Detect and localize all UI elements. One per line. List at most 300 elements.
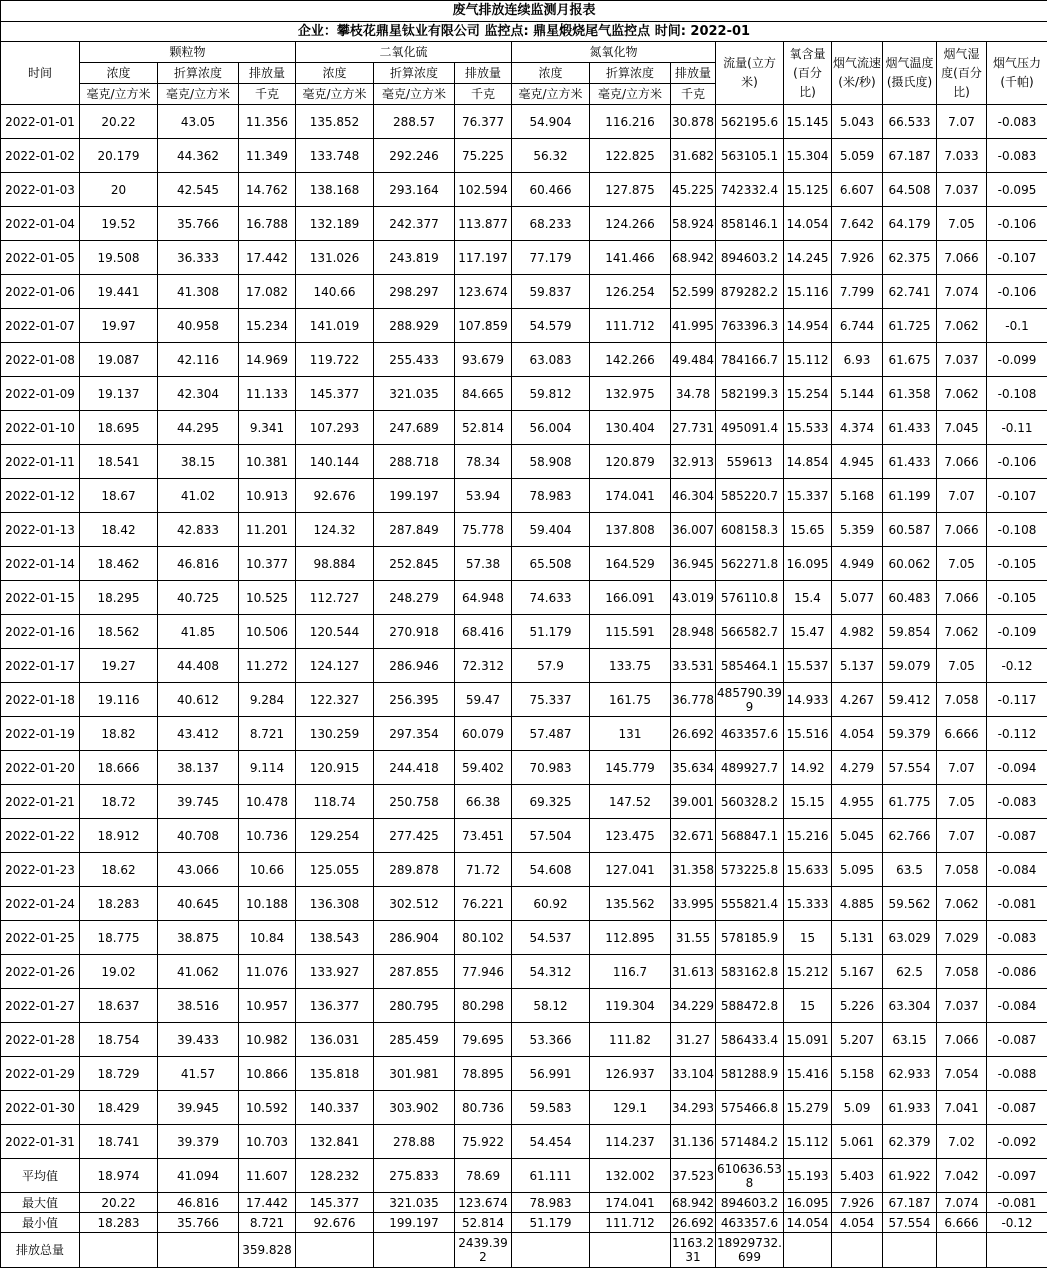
cell-nox-conv: 174.041: [590, 479, 671, 513]
table-row: [1, 581, 1047, 615]
cell-temperature: 59.562: [883, 887, 937, 921]
cell-pm-emis: 16.788: [239, 207, 296, 241]
cell-temperature: 59.379: [883, 717, 937, 751]
cell-temperature: 61.725: [883, 309, 937, 343]
subheader-concentration: 浓度: [80, 63, 158, 84]
cell-velocity: 5.168: [832, 479, 883, 513]
cell-nox-conv: 112.895: [590, 921, 671, 955]
cell-nox-emis: 49.484: [671, 343, 716, 377]
cell-so2-conv: 243.819: [374, 241, 455, 275]
cell-velocity: 4.949: [832, 547, 883, 581]
cell-time: 2022-01-25: [1, 921, 80, 955]
cell-pm-emis: 10.525: [239, 581, 296, 615]
cell-nox-conc: 56.32: [512, 139, 590, 173]
unit-mg-m3: 毫克/立方米: [512, 84, 590, 105]
cell-time: 2022-01-21: [1, 785, 80, 819]
cell-flow: 583162.8: [716, 955, 784, 989]
cell-nox-conv: 141.466: [590, 241, 671, 275]
cell-pm-emis: 10.982: [239, 1023, 296, 1057]
cell-so2-conc: 98.884: [296, 547, 374, 581]
cell-so2-conv: 287.855: [374, 955, 455, 989]
cell-so2-emis: 80.102: [455, 921, 512, 955]
cell-pm-conv: 42.116: [158, 343, 239, 377]
cell-pm-conc: 18.775: [80, 921, 158, 955]
cell-flow: 585220.7: [716, 479, 784, 513]
cell-humidity: 7.05: [937, 785, 987, 819]
cell-so2-conc: 124.127: [296, 649, 374, 683]
cell-so2-emis: 73.451: [455, 819, 512, 853]
cell-so2-conv: 256.395: [374, 683, 455, 717]
cell-velocity: 7.642: [832, 207, 883, 241]
table-row: [1, 683, 1047, 717]
cell-oxygen: 15.112: [784, 1125, 832, 1159]
cell-nox-emis: 34.78: [671, 377, 716, 411]
cell-time: 2022-01-18: [1, 683, 80, 717]
table-row: [1, 207, 1047, 241]
cell-nox-conc: 70.983: [512, 751, 590, 785]
cell-pressure: -0.108: [987, 513, 1047, 547]
cell-pm-conc: 19.52: [80, 207, 158, 241]
cell-pm-emis: 10.736: [239, 819, 296, 853]
cell-nox-emis: 37.523: [671, 1159, 716, 1193]
cell-humidity: 7.062: [937, 615, 987, 649]
cell-nox-conc: 74.633: [512, 581, 590, 615]
cell-humidity: 7.05: [937, 207, 987, 241]
cell-so2-conv: 252.845: [374, 547, 455, 581]
cell-time: 2022-01-26: [1, 955, 80, 989]
cell-pm-conv: 40.612: [158, 683, 239, 717]
cell-humidity: 7.054: [937, 1057, 987, 1091]
cell-nox-conc: 54.537: [512, 921, 590, 955]
cell-oxygen: 15.516: [784, 717, 832, 751]
cell-oxygen: 15.47: [784, 615, 832, 649]
cell-so2-emis: 59.402: [455, 751, 512, 785]
cell-pm-conc: 18.562: [80, 615, 158, 649]
cell-velocity: 5.158: [832, 1057, 883, 1091]
cell-temperature: 63.5: [883, 853, 937, 887]
cell-nox-emis: 32.671: [671, 819, 716, 853]
cell-flow: 742332.4: [716, 173, 784, 207]
cell-pm-conv: 41.062: [158, 955, 239, 989]
cell-pm-emis: 10.913: [239, 479, 296, 513]
cell-so2-conc: 136.308: [296, 887, 374, 921]
cell-nox-conc: 57.9: [512, 649, 590, 683]
cell-temperature: [883, 1233, 937, 1268]
table-row: [1, 955, 1047, 989]
cell-so2-conv: 277.425: [374, 819, 455, 853]
cell-humidity: 7.037: [937, 989, 987, 1023]
cell-pm-conc: [80, 1233, 158, 1268]
cell-pm-emis: 8.721: [239, 1213, 296, 1233]
unit-kg: 千克: [239, 84, 296, 105]
table-row: [1, 615, 1047, 649]
report-title: 废气排放连续监测月报表: [1, 1, 1047, 22]
cell-flow: 608158.3: [716, 513, 784, 547]
cell-pm-conc: 18.541: [80, 445, 158, 479]
cell-time: 2022-01-06: [1, 275, 80, 309]
cell-so2-conv: 278.88: [374, 1125, 455, 1159]
cell-pressure: -0.087: [987, 1091, 1047, 1125]
table-row: [1, 309, 1047, 343]
cell-temperature: 61.675: [883, 343, 937, 377]
cell-nox-emis: 36.778: [671, 683, 716, 717]
cell-temperature: 61.358: [883, 377, 937, 411]
cell-humidity: 7.042: [937, 1159, 987, 1193]
cell-pressure: -0.12: [987, 1213, 1047, 1233]
cell-pressure: [987, 1233, 1047, 1268]
cell-velocity: 5.167: [832, 955, 883, 989]
cell-time: 最小值: [1, 1213, 80, 1233]
cell-time: 2022-01-29: [1, 1057, 80, 1091]
cell-temperature: 62.741: [883, 275, 937, 309]
cell-pressure: -0.095: [987, 173, 1047, 207]
cell-so2-conc: 135.852: [296, 105, 374, 139]
cell-pm-conv: 40.725: [158, 581, 239, 615]
cell-oxygen: 15.533: [784, 411, 832, 445]
cell-pm-conc: 19.97: [80, 309, 158, 343]
table-row: [1, 513, 1047, 547]
cell-so2-conv: 298.297: [374, 275, 455, 309]
cell-nox-conv: 161.75: [590, 683, 671, 717]
cell-so2-conc: 133.927: [296, 955, 374, 989]
cell-nox-emis: 31.358: [671, 853, 716, 887]
cell-oxygen: 15.65: [784, 513, 832, 547]
cell-humidity: 7.033: [937, 139, 987, 173]
cell-velocity: 4.982: [832, 615, 883, 649]
cell-so2-conc: 145.377: [296, 377, 374, 411]
cell-so2-emis: 53.94: [455, 479, 512, 513]
cell-pm-conc: 18.462: [80, 547, 158, 581]
cell-pm-conc: 18.295: [80, 581, 158, 615]
cell-pm-emis: 14.969: [239, 343, 296, 377]
cell-flow: 576110.8: [716, 581, 784, 615]
cell-so2-conv: 302.512: [374, 887, 455, 921]
table-row: [1, 921, 1047, 955]
cell-velocity: 5.131: [832, 921, 883, 955]
unit-mg-m3: 毫克/立方米: [80, 84, 158, 105]
report-info: 企业：攀枝花鼎星钛业有限公司 监控点: 鼎星煅烧尾气监控点 时间: 2022-01: [1, 22, 1047, 42]
cell-velocity: 5.045: [832, 819, 883, 853]
unit-mg-m3: 毫克/立方米: [296, 84, 374, 105]
cell-time: 2022-01-20: [1, 751, 80, 785]
cell-time: 2022-01-27: [1, 989, 80, 1023]
cell-nox-conv: 116.216: [590, 105, 671, 139]
cell-pm-conv: 41.094: [158, 1159, 239, 1193]
cell-so2-conc: 92.676: [296, 1213, 374, 1233]
cell-nox-conc: 54.608: [512, 853, 590, 887]
cell-pm-conc: 18.283: [80, 1213, 158, 1233]
cell-velocity: 4.054: [832, 717, 883, 751]
cell-velocity: 5.09: [832, 1091, 883, 1125]
cell-temperature: 62.379: [883, 1125, 937, 1159]
cell-so2-conc: 141.019: [296, 309, 374, 343]
cell-velocity: 7.799: [832, 275, 883, 309]
cell-oxygen: 15.216: [784, 819, 832, 853]
cell-pm-conv: 35.766: [158, 1213, 239, 1233]
cell-pm-conv: 42.304: [158, 377, 239, 411]
cell-oxygen: 15.091: [784, 1023, 832, 1057]
cell-nox-conc: [512, 1233, 590, 1268]
cell-humidity: 7.058: [937, 853, 987, 887]
cell-pm-conc: 18.741: [80, 1125, 158, 1159]
cell-nox-conc: 59.837: [512, 275, 590, 309]
cell-velocity: 5.403: [832, 1159, 883, 1193]
cell-humidity: 7.041: [937, 1091, 987, 1125]
cell-nox-emis: 32.913: [671, 445, 716, 479]
cell-time: 排放总量: [1, 1233, 80, 1268]
cell-velocity: 5.061: [832, 1125, 883, 1159]
cell-so2-conv: 244.418: [374, 751, 455, 785]
cell-pm-conc: 19.27: [80, 649, 158, 683]
cell-pm-conc: 20.22: [80, 1193, 158, 1213]
cell-velocity: 6.607: [832, 173, 883, 207]
cell-pm-conv: 40.708: [158, 819, 239, 853]
cell-velocity: 4.945: [832, 445, 883, 479]
table-row: [1, 1125, 1047, 1159]
cell-pm-emis: 10.66: [239, 853, 296, 887]
cell-pressure: -0.092: [987, 1125, 1047, 1159]
cell-temperature: 59.079: [883, 649, 937, 683]
unit-mg-m3: 毫克/立方米: [374, 84, 455, 105]
cell-pm-conc: 18.72: [80, 785, 158, 819]
cell-pm-conv: 38.875: [158, 921, 239, 955]
cell-pm-emis: 8.721: [239, 717, 296, 751]
cell-velocity: 5.077: [832, 581, 883, 615]
cell-pressure: -0.088: [987, 1057, 1047, 1091]
cell-oxygen: 14.92: [784, 751, 832, 785]
cell-so2-conc: 129.254: [296, 819, 374, 853]
cell-pressure: -0.109: [987, 615, 1047, 649]
cell-so2-conv: 293.164: [374, 173, 455, 207]
cell-nox-emis: 28.948: [671, 615, 716, 649]
cell-humidity: 7.037: [937, 173, 987, 207]
cell-velocity: 4.054: [832, 1213, 883, 1233]
cell-so2-conv: 250.758: [374, 785, 455, 819]
cell-nox-conv: 122.825: [590, 139, 671, 173]
cell-pm-emis: 11.356: [239, 105, 296, 139]
cell-so2-conv: 321.035: [374, 377, 455, 411]
cell-pm-emis: 11.133: [239, 377, 296, 411]
cell-time: 2022-01-30: [1, 1091, 80, 1125]
cell-pressure: -0.107: [987, 479, 1047, 513]
cell-so2-emis: 52.814: [455, 411, 512, 445]
cell-nox-conc: 77.179: [512, 241, 590, 275]
cell-nox-conc: 57.504: [512, 819, 590, 853]
cell-pressure: -0.083: [987, 785, 1047, 819]
cell-so2-conc: 118.74: [296, 785, 374, 819]
unit-kg: 千克: [455, 84, 512, 105]
cell-nox-conc: 57.487: [512, 717, 590, 751]
cell-so2-conv: 280.795: [374, 989, 455, 1023]
cell-oxygen: 15.337: [784, 479, 832, 513]
cell-temperature: 61.433: [883, 445, 937, 479]
cell-nox-conv: 111.82: [590, 1023, 671, 1057]
cell-pm-conv: [158, 1233, 239, 1268]
table-row: [1, 785, 1047, 819]
cell-so2-conc: 92.676: [296, 479, 374, 513]
cell-nox-emis: 36.007: [671, 513, 716, 547]
summary-row-total: [1, 1233, 1047, 1268]
cell-pressure: -0.094: [987, 751, 1047, 785]
cell-nox-conc: 58.908: [512, 445, 590, 479]
cell-flow: 560328.2: [716, 785, 784, 819]
cell-so2-conc: 136.031: [296, 1023, 374, 1057]
cell-so2-conc: 119.722: [296, 343, 374, 377]
cell-temperature: 62.375: [883, 241, 937, 275]
cell-time: 2022-01-03: [1, 173, 80, 207]
cell-pm-emis: 11.201: [239, 513, 296, 547]
cell-pm-conv: 39.945: [158, 1091, 239, 1125]
cell-so2-conv: 288.929: [374, 309, 455, 343]
header-so2: 二氧化硫: [296, 42, 512, 63]
cell-pressure: -0.107: [987, 241, 1047, 275]
cell-temperature: 59.412: [883, 683, 937, 717]
cell-nox-emis: 26.692: [671, 717, 716, 751]
cell-pressure: -0.105: [987, 547, 1047, 581]
cell-nox-conc: 53.366: [512, 1023, 590, 1057]
cell-nox-emis: 43.019: [671, 581, 716, 615]
header-oxygen: 氧含量(百分比): [784, 42, 832, 105]
cell-so2-conv: 292.246: [374, 139, 455, 173]
cell-oxygen: 15.254: [784, 377, 832, 411]
cell-flow: 463357.6: [716, 717, 784, 751]
cell-humidity: 7.07: [937, 819, 987, 853]
cell-so2-conc: 122.327: [296, 683, 374, 717]
cell-so2-conv: 199.197: [374, 1213, 455, 1233]
cell-nox-conv: 164.529: [590, 547, 671, 581]
cell-pm-emis: 9.284: [239, 683, 296, 717]
cell-time: 2022-01-08: [1, 343, 80, 377]
cell-flow: 18929732.699: [716, 1233, 784, 1268]
cell-humidity: 7.058: [937, 683, 987, 717]
cell-pm-emis: 10.84: [239, 921, 296, 955]
cell-time: 2022-01-19: [1, 717, 80, 751]
cell-time: 2022-01-07: [1, 309, 80, 343]
cell-oxygen: 16.095: [784, 1193, 832, 1213]
cell-pm-emis: 17.442: [239, 241, 296, 275]
cell-humidity: 7.07: [937, 751, 987, 785]
cell-nox-conc: 75.337: [512, 683, 590, 717]
cell-so2-conv: 287.849: [374, 513, 455, 547]
cell-nox-emis: 35.634: [671, 751, 716, 785]
cell-pm-conc: 18.429: [80, 1091, 158, 1125]
cell-nox-conc: 60.466: [512, 173, 590, 207]
cell-so2-conc: 131.026: [296, 241, 374, 275]
table-row: [1, 173, 1047, 207]
cell-temperature: 59.854: [883, 615, 937, 649]
cell-oxygen: 15: [784, 989, 832, 1023]
cell-time: 平均值: [1, 1159, 80, 1193]
cell-pm-conv: 46.816: [158, 1193, 239, 1213]
cell-flow: 784166.7: [716, 343, 784, 377]
cell-nox-conc: 54.904: [512, 105, 590, 139]
cell-nox-conv: 147.52: [590, 785, 671, 819]
cell-pressure: -0.1: [987, 309, 1047, 343]
cell-nox-conv: 126.937: [590, 1057, 671, 1091]
cell-pm-emis: 10.377: [239, 547, 296, 581]
cell-pm-conc: 18.67: [80, 479, 158, 513]
cell-pm-conv: 35.766: [158, 207, 239, 241]
cell-so2-conc: [296, 1233, 374, 1268]
cell-nox-conv: [590, 1233, 671, 1268]
cell-nox-emis: 45.225: [671, 173, 716, 207]
cell-temperature: 60.587: [883, 513, 937, 547]
cell-pm-conc: 18.695: [80, 411, 158, 445]
cell-flow: 582199.3: [716, 377, 784, 411]
cell-humidity: 7.066: [937, 1023, 987, 1057]
cell-so2-conv: 242.377: [374, 207, 455, 241]
cell-pm-emis: 14.762: [239, 173, 296, 207]
cell-pm-emis: 15.234: [239, 309, 296, 343]
cell-oxygen: 15.633: [784, 853, 832, 887]
cell-so2-emis: 68.416: [455, 615, 512, 649]
summary-row-max: [1, 1193, 1047, 1213]
cell-oxygen: 15.304: [784, 139, 832, 173]
cell-nox-emis: 31.613: [671, 955, 716, 989]
cell-nox-emis: 31.682: [671, 139, 716, 173]
cell-nox-conv: 174.041: [590, 1193, 671, 1213]
header-temperature: 烟气温度(摄氏度): [883, 42, 937, 105]
table-row: [1, 819, 1047, 853]
cell-so2-emis: 78.34: [455, 445, 512, 479]
subheader-emission: 排放量: [239, 63, 296, 84]
cell-pm-emis: 10.381: [239, 445, 296, 479]
cell-so2-conc: 133.748: [296, 139, 374, 173]
cell-pm-emis: 11.349: [239, 139, 296, 173]
cell-temperature: 64.508: [883, 173, 937, 207]
cell-nox-emis: 31.55: [671, 921, 716, 955]
cell-pm-conc: 20: [80, 173, 158, 207]
cell-velocity: 4.374: [832, 411, 883, 445]
cell-temperature: 57.554: [883, 751, 937, 785]
table-row: [1, 649, 1047, 683]
cell-so2-emis: 75.225: [455, 139, 512, 173]
cell-pm-conv: 40.958: [158, 309, 239, 343]
cell-pm-conv: 42.833: [158, 513, 239, 547]
cell-humidity: [937, 1233, 987, 1268]
cell-nox-emis: 34.293: [671, 1091, 716, 1125]
cell-time: 2022-01-23: [1, 853, 80, 887]
cell-nox-emis: 33.531: [671, 649, 716, 683]
cell-pm-conc: 19.441: [80, 275, 158, 309]
cell-so2-emis: 117.197: [455, 241, 512, 275]
cell-pressure: -0.083: [987, 105, 1047, 139]
cell-nox-emis: 1163.231: [671, 1233, 716, 1268]
cell-flow: 586433.4: [716, 1023, 784, 1057]
cell-temperature: 63.304: [883, 989, 937, 1023]
cell-pressure: -0.117: [987, 683, 1047, 717]
cell-pm-conv: 43.412: [158, 717, 239, 751]
cell-so2-emis: 123.674: [455, 1193, 512, 1213]
cell-pressure: -0.086: [987, 955, 1047, 989]
cell-temperature: 61.433: [883, 411, 937, 445]
table-row: [1, 445, 1047, 479]
cell-pressure: -0.087: [987, 819, 1047, 853]
cell-pressure: -0.084: [987, 853, 1047, 887]
table-row: [1, 479, 1047, 513]
cell-nox-conv: 142.266: [590, 343, 671, 377]
cell-nox-conc: 63.083: [512, 343, 590, 377]
cell-temperature: 67.187: [883, 1193, 937, 1213]
cell-pm-conv: 41.85: [158, 615, 239, 649]
cell-so2-conc: 120.544: [296, 615, 374, 649]
cell-so2-conc: 132.841: [296, 1125, 374, 1159]
cell-humidity: 7.029: [937, 921, 987, 955]
cell-pm-emis: 11.607: [239, 1159, 296, 1193]
cell-pressure: -0.087: [987, 1023, 1047, 1057]
cell-velocity: 4.885: [832, 887, 883, 921]
cell-pressure: -0.081: [987, 887, 1047, 921]
